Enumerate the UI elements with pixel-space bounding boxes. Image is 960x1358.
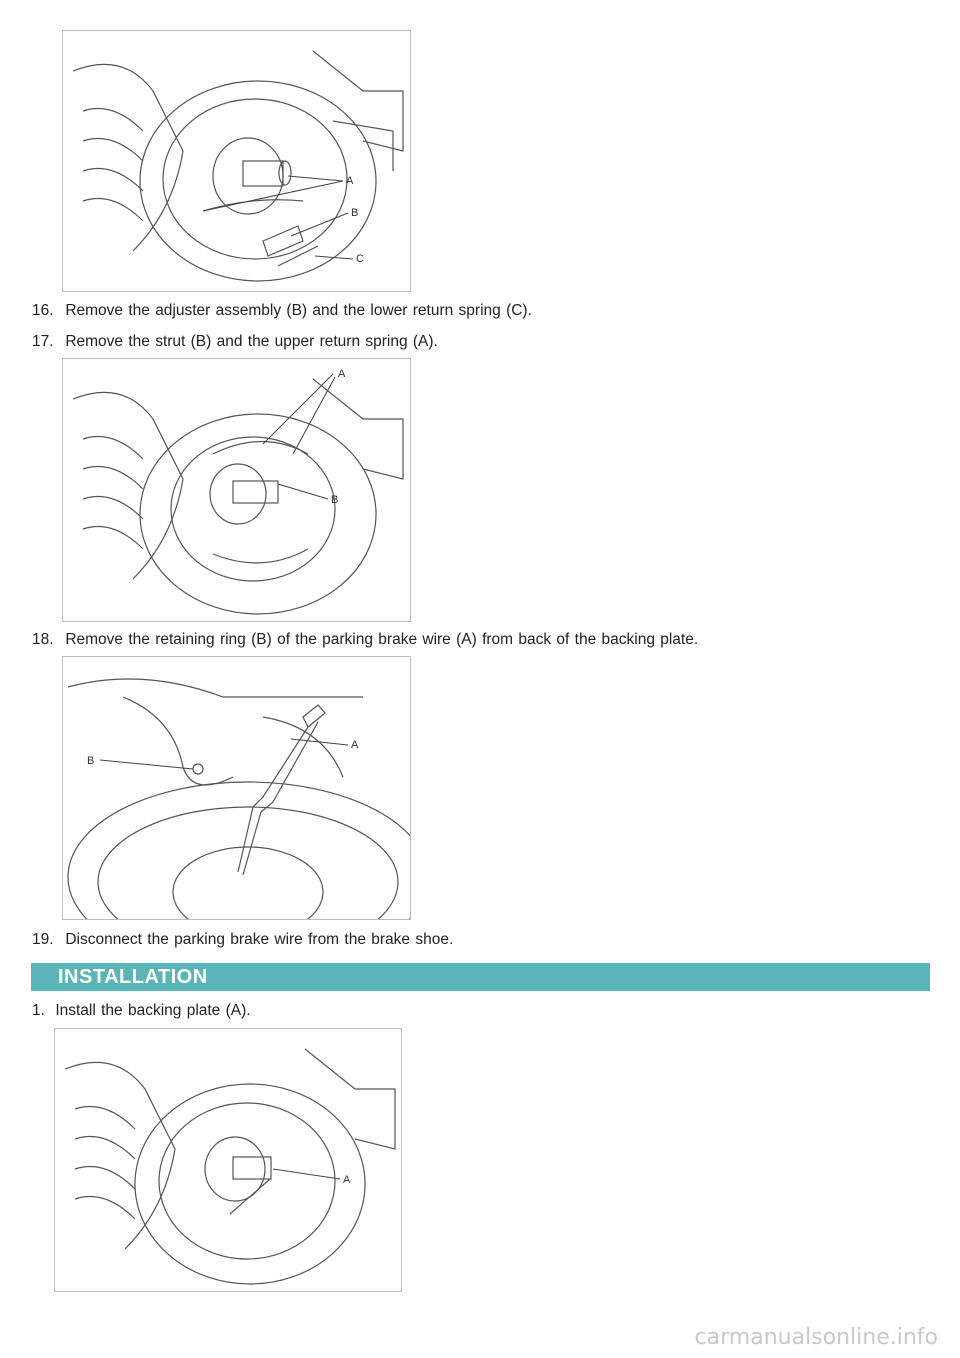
callout-c: C [356,253,364,265]
step-text: Remove the strut (B) and the upper return spring (A). [65,333,438,350]
step-18 [32,630,698,650]
callout-b: B [351,207,359,219]
watermark: carmanualsonline.info [694,1325,938,1350]
install-step-1 [32,1001,251,1021]
brake-illustration-3 [63,657,410,919]
step-text: Disconnect the parking brake wire from the brake shoe. [65,931,454,948]
callout-a: A [346,175,354,187]
step-17 [32,332,438,352]
step-19 [32,930,453,950]
step-text: Remove the retaining ring (B) of the parking brake wire (A) from back of the backing plate. [65,631,699,648]
step-number: 19. [32,931,54,948]
step-text: Install the backing plate (A). [55,1002,251,1019]
brake-illustration-2 [63,359,410,621]
step-text: Remove the adjuster assembly (B) and the lower return spring (C). [65,302,532,319]
callout-b: B [331,494,339,506]
step-number: 18. [32,631,54,648]
figure-backing-plate [54,1028,402,1292]
brake-illustration-4 [55,1029,401,1291]
figure-parking-brake-wire [62,656,411,920]
section-banner [31,963,930,991]
figure-strut-upper-spring [62,358,411,622]
section-title: INSTALLATION [58,966,208,988]
step-number: 16. [32,302,54,319]
callout-a: A [338,368,346,380]
step-number: 1. [32,1002,45,1019]
callout-a: A [343,1174,351,1186]
figure-adjuster-assembly [62,30,411,292]
brake-illustration-1 [63,31,410,291]
callout-b: B [87,755,95,767]
step-16 [32,301,532,321]
callout-a: A [351,739,359,751]
step-number: 17. [32,333,54,350]
